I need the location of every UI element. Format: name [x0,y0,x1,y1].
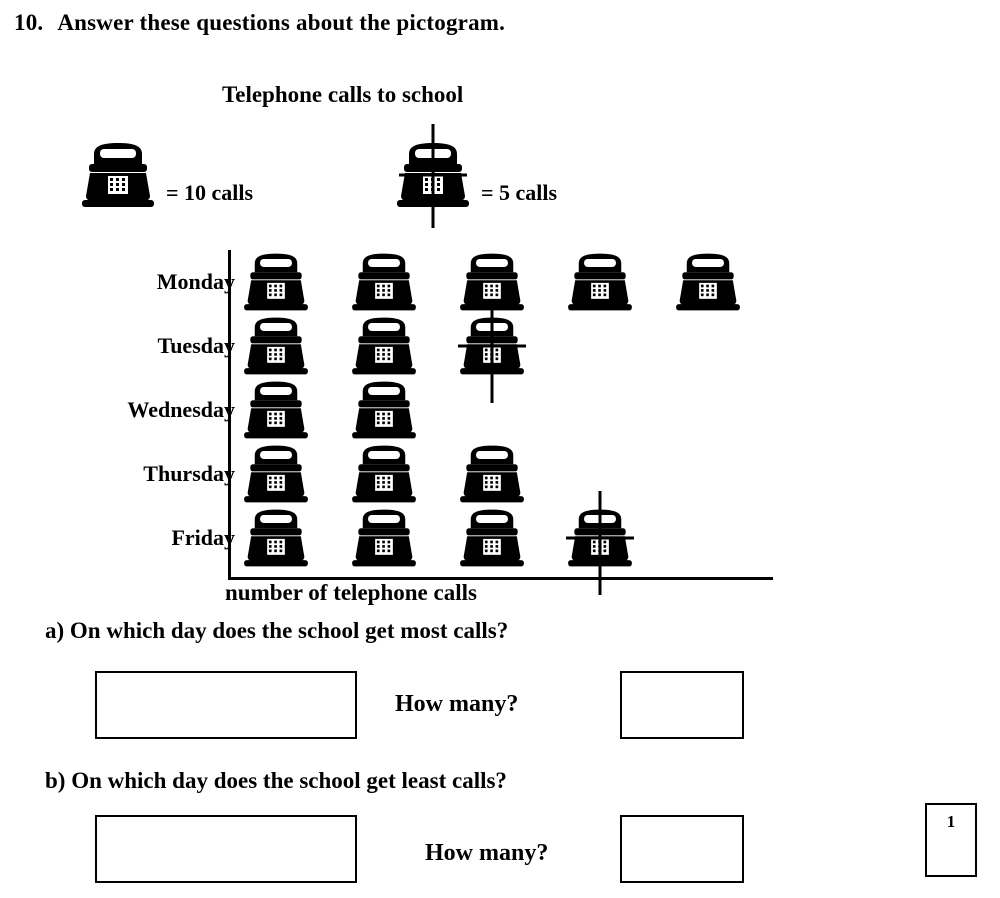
question-prompt: Answer these questions about the pictogram. [57,10,506,35]
row-icons-tuesday [238,314,562,378]
pictogram-row-wednesday [60,378,780,442]
key-label-full: = 10 calls [166,180,254,205]
pictogram-row-friday [60,506,780,570]
part-a-text: On which day does the school get most calls? [69,618,509,643]
telephone-icon [346,251,422,313]
half-strike-horizontal [399,174,467,177]
telephone-icon [346,507,422,569]
telephone-icon [670,251,746,313]
row-label: Thursday [143,461,235,486]
axis-caption: number of telephone calls [225,580,477,605]
half-strike-horizontal [566,537,634,540]
part-a-label: a) [45,618,65,643]
question-heading [14,10,505,36]
row-icons-thursday [238,442,562,506]
row-label: Monday [156,269,235,294]
how-many-label-b: How many? [425,840,549,866]
page-number-box: 1 [925,803,977,877]
answer-box-a-day[interactable] [95,671,357,739]
telephone-icon [346,315,422,377]
telephone-icon [238,251,314,313]
how-many-label-a: How many? [395,691,519,717]
pictogram-key [80,140,700,235]
pictogram-row-thursday [60,442,780,506]
telephone-icon [238,315,314,377]
part-b-label: b) [45,768,66,793]
answer-box-a-count[interactable] [620,671,744,739]
chart-title: Telephone calls to school [222,82,464,107]
telephone-half-icon [395,140,471,210]
half-strike-vertical [599,491,602,595]
telephone-icon [238,507,314,569]
row-label: Wednesday [127,397,235,422]
telephone-half-icon [454,315,530,377]
row-label: Tuesday [157,333,235,358]
row-icons-wednesday [238,378,454,442]
half-strike-horizontal [458,345,526,348]
telephone-half-icon [562,507,638,569]
key-entry-half [395,140,557,210]
telephone-icon [238,443,314,505]
telephone-icon [346,379,422,441]
pictogram [60,250,780,580]
answer-box-b-count[interactable] [620,815,744,883]
question-number: 10. [14,10,44,35]
part-b-text: On which day does the school get least calls? [71,768,507,793]
row-icons-friday [238,506,670,570]
telephone-icon [80,140,156,210]
pictogram-row-monday [60,250,780,314]
row-icons-monday [238,250,778,314]
pictogram-row-tuesday [60,314,780,378]
answer-box-b-day[interactable] [95,815,357,883]
key-entry-full [80,140,253,210]
key-label-half: = 5 calls [481,180,558,205]
telephone-icon [238,379,314,441]
telephone-icon [454,443,530,505]
row-label: Friday [171,525,235,550]
question-part-a [45,618,508,644]
telephone-icon [562,251,638,313]
question-part-b [45,768,507,794]
telephone-icon [346,443,422,505]
telephone-icon [454,507,530,569]
